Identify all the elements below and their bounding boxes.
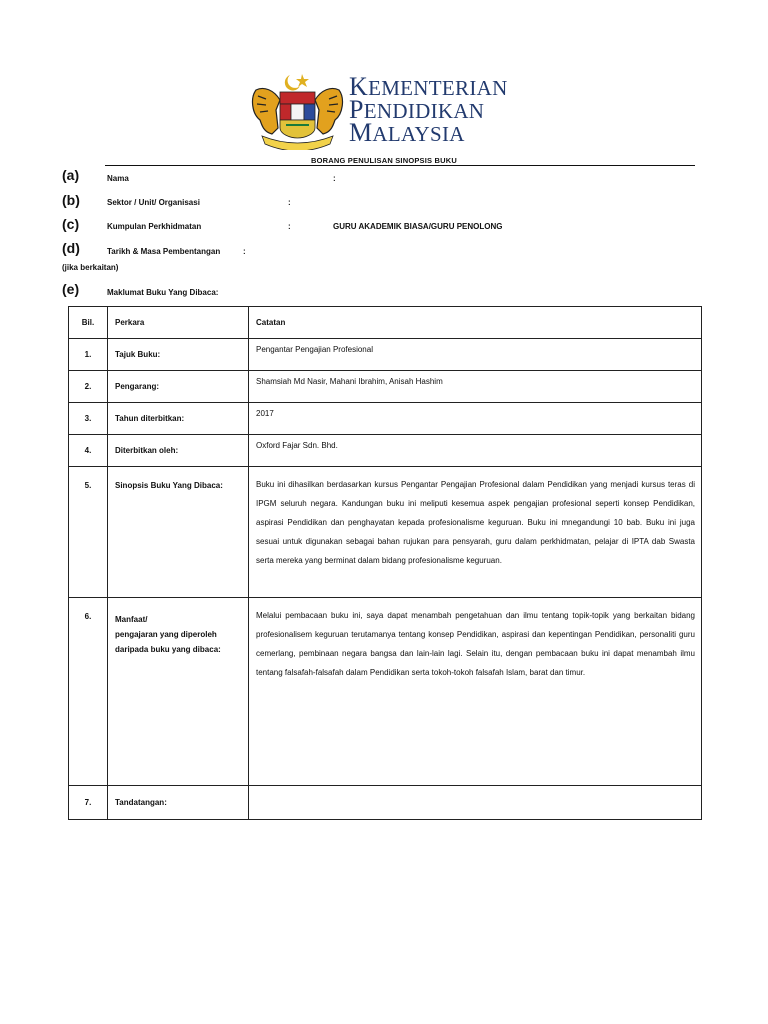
table-row: [69, 371, 702, 403]
field-d-sub: (jika berkaitan): [62, 263, 119, 272]
table-row: [69, 339, 702, 371]
ministry-line-2: PENDIDIKAN: [349, 95, 485, 124]
row-item-line-1: Manfaat/: [115, 614, 148, 624]
field-e-label: Maklumat Buku Yang Dibaca:: [107, 288, 219, 297]
row-item: Tajuk Buku:: [108, 339, 249, 371]
row-note: Oxford Fajar Sdn. Bhd.: [249, 435, 702, 467]
field-a-colon: :: [333, 174, 336, 183]
field-a-letter: (a): [62, 167, 80, 183]
field-c-letter: (c): [62, 216, 80, 232]
table-header-row: [69, 307, 702, 339]
field-b-colon: :: [288, 198, 291, 207]
row-item: [108, 597, 249, 785]
field-c-value: GURU AKADEMIK BIASA/GURU PENOLONG: [333, 222, 503, 231]
row-number: 2.: [69, 371, 108, 403]
row-item: Sinopsis Buku Yang Dibaca:: [108, 467, 249, 597]
ministry-line-3: MALAYSIA: [349, 118, 465, 147]
row-note: Buku ini dihasilkan berdasarkan kursus Pengantar Pengajian Profesional dalam Pendidikan yang menjadi kursus teras di IPGM seluruh negara. Kandungan buku ini meliputi kesemua aspek pengajian profesional seperti konsep Pendidikan, aspirasi Pendidikan dan penghayatan kepada profesionalisme keguruan. Buku ini mnegandungi 10 bab. Buku ini juga sesuai untuk digunakan sebagai bahan rujukan para pensyarah, guru dalam perkhidmatan, pelajar di IPTA dab Swasta serta mereka yang berminat dalam bidang profesionalisme keguruan.: [249, 467, 702, 597]
row-number: 4.: [69, 435, 108, 467]
row-item: Pengarang:: [108, 371, 249, 403]
row-note: 2017: [249, 403, 702, 435]
coat-of-arms-icon: [250, 70, 345, 150]
table-row: [69, 435, 702, 467]
ministry-name: [349, 72, 549, 147]
field-e-letter: (e): [62, 281, 80, 297]
book-info-table: [68, 306, 702, 820]
field-c-colon: :: [288, 222, 291, 231]
field-d-label: Tarikh & Masa Pembentangan: [107, 247, 221, 256]
header-perkara: Perkara: [108, 307, 249, 339]
table-row: [69, 403, 702, 435]
row-number: 1.: [69, 339, 108, 371]
row-item: Diterbitkan oleh:: [108, 435, 249, 467]
row-number: 5.: [69, 467, 108, 597]
row-item-line-3: daripada buku yang dibaca:: [115, 644, 221, 654]
header-catatan: Catatan: [249, 307, 702, 339]
field-b-label: Sektor / Unit/ Organisasi: [107, 198, 200, 207]
field-b-letter: (b): [62, 192, 80, 208]
table-row: [69, 467, 702, 597]
row-note: Shamsiah Md Nasir, Mahani Ibrahim, Anisah Hashim: [249, 371, 702, 403]
field-d-colon: :: [243, 247, 246, 256]
row-note: Melalui pembacaan buku ini, saya dapat menambah pengetahuan dan ilmu tentang topik-topik yang berkaitan bidang profesionalisem keguruan terutamanya tentang konsep Pendidikan, aspirasi dan kepentingan Pendidikan, personaliti guru cemerlang, pembinaan negara bangsa dan lain-lain lagi. Selain itu, dengan pembacaan buku ini dapat menambah ilmu tentang falsafah-falsafah dalam Pendidikan serta tokoh-tokoh falsafah Islam, barat dan timur.: [249, 597, 702, 785]
header-bil: Bil.: [69, 307, 108, 339]
ministry-line-1: KEMENTERIAN: [349, 72, 508, 101]
row-note: Pengantar Pengajian Profesional: [249, 339, 702, 371]
table-row: [69, 785, 702, 819]
field-d-letter: (d): [62, 240, 80, 256]
field-a-label: Nama: [107, 174, 129, 183]
row-item-line-2: pengajaran yang diperoleh: [115, 629, 217, 639]
field-c-label: Kumpulan Perkhidmatan: [107, 222, 202, 231]
form-title: BORANG PENULISAN SINOPSIS BUKU: [310, 156, 457, 165]
row-number: 6.: [69, 597, 108, 785]
row-item: Tandatangan:: [108, 785, 249, 819]
row-item: Tahun diterbitkan:: [108, 403, 249, 435]
signature-field[interactable]: [249, 785, 702, 819]
row-number: 3.: [69, 403, 108, 435]
table-row: [69, 597, 702, 785]
title-divider: [105, 165, 695, 166]
row-number: 7.: [69, 785, 108, 819]
